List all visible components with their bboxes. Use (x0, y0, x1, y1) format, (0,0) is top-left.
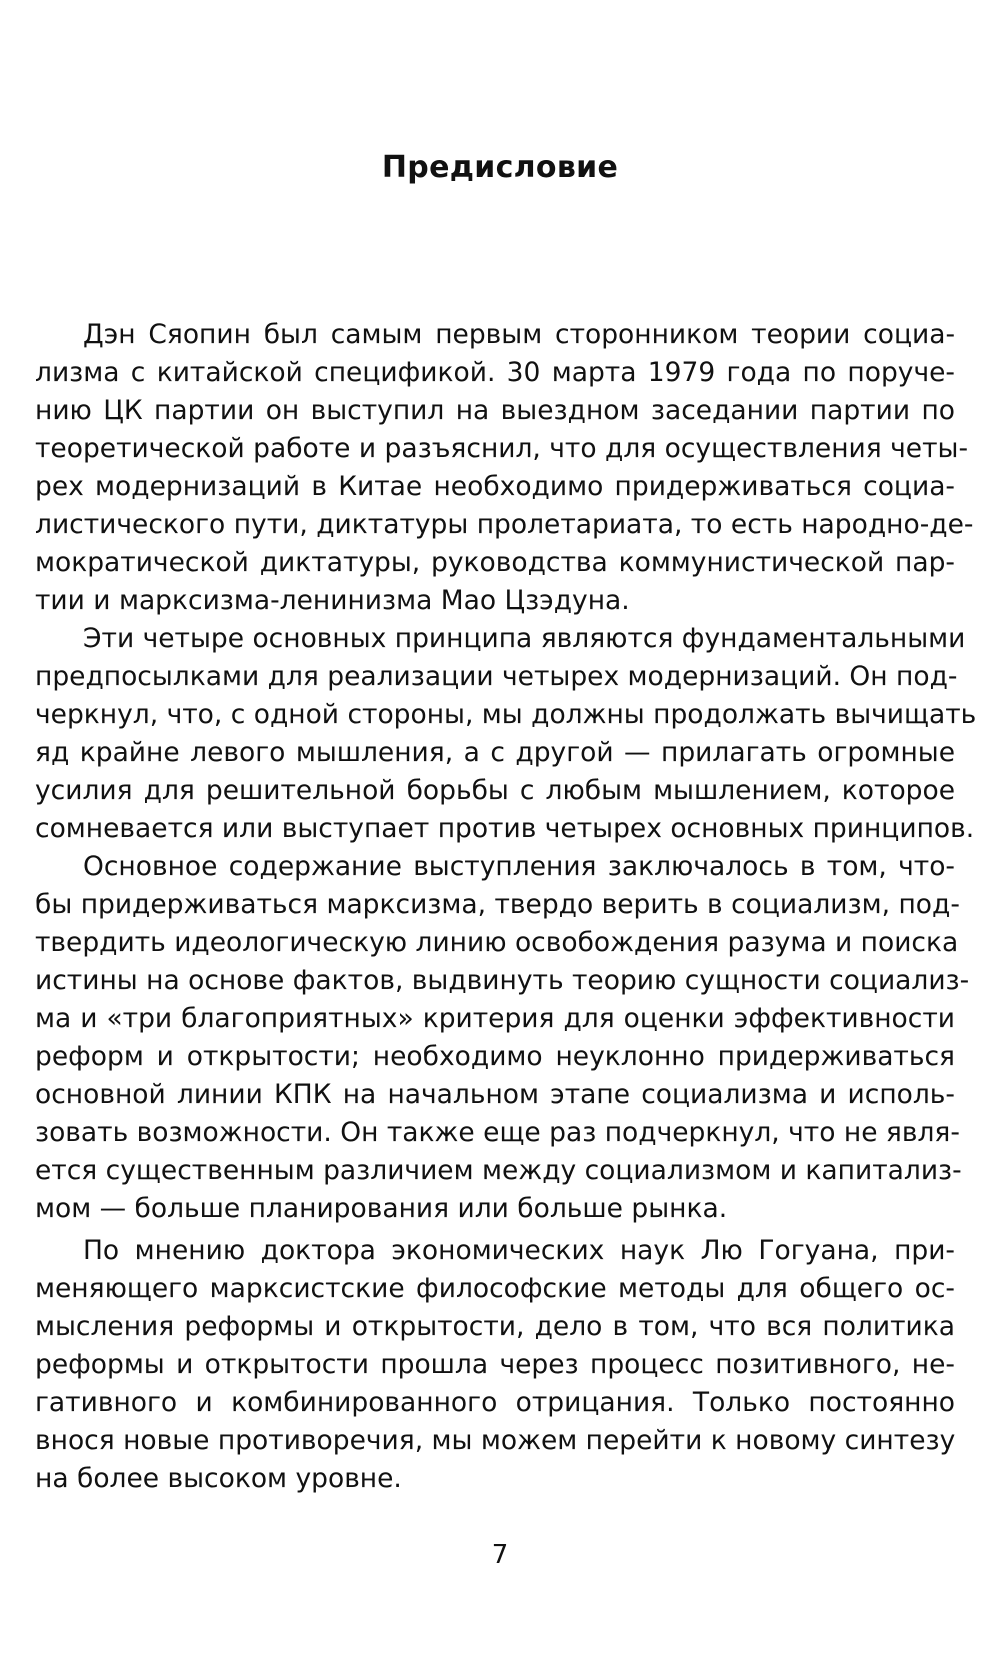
paragraph-1 (35, 316, 974, 620)
text-line: на более высоком уровне. (35, 1463, 402, 1494)
text-line: внося новые противоречия, мы можем перейти к новому синтезу (35, 1425, 956, 1456)
body-text (35, 316, 977, 1498)
text-line: нию ЦК партии он выступил на выездном заседании партии по (35, 395, 955, 426)
text-line: истины на основе фактов, выдвинуть теорию сущности социализ- (35, 965, 970, 996)
text-line: реформы и открытости прошла через процесс позитивного, не- (35, 1349, 955, 1380)
text-line: ма и «три благоприятных» критерия для оценки эффективности (35, 1003, 955, 1034)
page-number: 7 (491, 1540, 509, 1570)
text-line: сомневается или выступает против четырех основных принципов. (35, 813, 975, 844)
text-line: основной линии КПК на начальном этапе социализма и исполь- (35, 1079, 955, 1110)
text-line: листического пути, диктатуры пролетариата, то есть народно-де- (35, 509, 974, 540)
text-line: усилия для решительной борьбы с любым мышлением, которое (35, 775, 955, 806)
text-line: яд крайне левого мышления, а с другой — прилагать огромные (35, 737, 955, 768)
text-line: мократической диктатуры, руководства коммунистической пар- (35, 547, 955, 578)
paragraph-4 (35, 1232, 955, 1498)
text-line: тии и марксизма-ленинизма Мао Цзэдуна. (35, 585, 630, 616)
text-line: предпосылками для реализации четырех модернизаций. Он под- (35, 661, 958, 692)
text-line: По мнению доктора экономических наук Лю Гогуана, при- (83, 1235, 955, 1266)
text-line: теоретической работе и разъяснил, что для осуществления четы- (35, 433, 969, 464)
text-line: меняющего марксистские философские методы для общего ос- (35, 1273, 955, 1304)
text-line: лизма с китайской спецификой. 30 марта 1979 года по поруче- (35, 357, 955, 388)
paragraph-3 (35, 848, 970, 1228)
text-line: Эти четыре основных принципа являются фундаментальными (83, 623, 966, 654)
text-line: бы придерживаться марксизма, твердо верить в социализм, под- (35, 889, 960, 920)
text-line: рех модернизаций в Китае необходимо придерживаться социа- (35, 471, 955, 502)
text-line: твердить идеологическую линию освобождения разума и поиска (35, 927, 959, 958)
text-line: черкнул, что, с одной стороны, мы должны продолжать вычищать (35, 699, 977, 730)
paragraph-2 (35, 620, 977, 848)
text-line: мысления реформы и открытости, дело в том, что вся политика (35, 1311, 955, 1342)
text-line: зовать возможности. Он также еще раз подчеркнул, что не явля- (35, 1117, 960, 1148)
text-line: мом — больше планирования или больше рынка. (35, 1193, 728, 1224)
text-line: гативного и комбинированного отрицания. Только постоянно (35, 1387, 955, 1418)
text-line: Основное содержание выступления заключалось в том, что- (83, 851, 955, 882)
page-title: Предисловие (381, 150, 619, 185)
text-line: реформ и открытости; необходимо неуклонно придерживаться (35, 1041, 955, 1072)
text-line: Дэн Сяопин был самым первым сторонником теории социа- (83, 319, 955, 350)
text-line: ется существенным различием между социализмом и капитализ- (35, 1155, 962, 1186)
